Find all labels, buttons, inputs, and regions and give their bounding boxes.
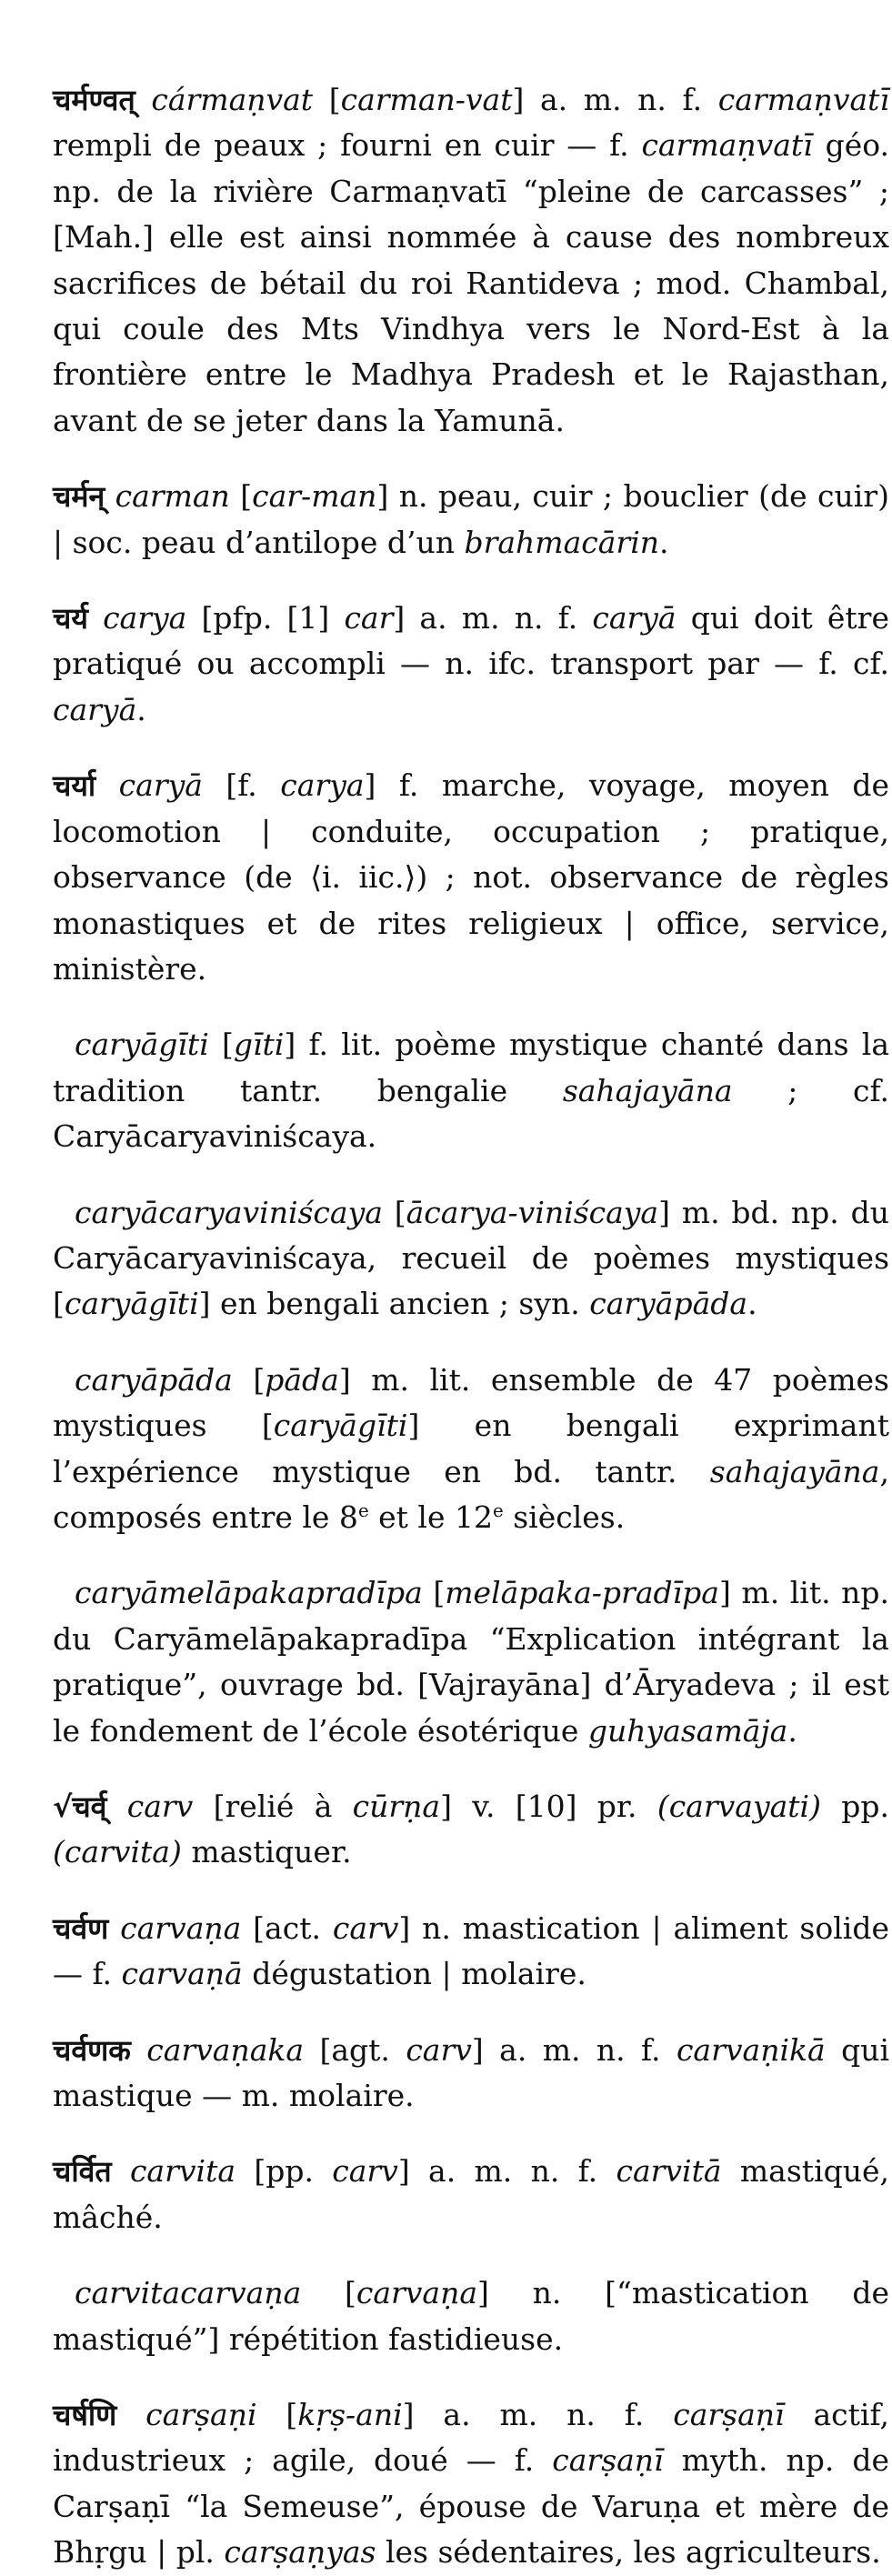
italic-term: caryāgīti bbox=[75, 1027, 209, 1063]
italic-term: carṣaṇi bbox=[145, 2397, 257, 2433]
headword-devanagari: चर्वण bbox=[53, 1910, 109, 1946]
italic-term: carya bbox=[103, 600, 187, 636]
dictionary-entry bbox=[53, 2392, 889, 2576]
headword-devanagari: चर्षणि bbox=[53, 2398, 117, 2433]
entry-text bbox=[135, 82, 152, 117]
dictionary-entry bbox=[53, 77, 889, 444]
italic-term: carvaṇā bbox=[121, 1956, 243, 1992]
italic-term: caryāmelāpakapradīpa bbox=[75, 1575, 423, 1611]
headword-devanagari: चर्य bbox=[53, 601, 88, 636]
entry-text: [agt. bbox=[304, 2031, 406, 2068]
entry-text: [ bbox=[208, 1027, 234, 1063]
entry-text: [ bbox=[422, 1575, 446, 1611]
italic-term: (carvita) bbox=[53, 1834, 182, 1870]
entry-text: ] m. lit. np. du Caryāmelāpakapradīpa “Explication intégrant la pratique”, ouvrage bd. [Vajrayāna] d’Āryadeva ; il est le fondement de l’école ésotérique bbox=[53, 1575, 889, 1749]
entry-text: ] f. lit. poème mystique chanté dans la tradition tantr. bengalie bbox=[53, 1027, 889, 1108]
italic-term: carvaṇaka bbox=[146, 2031, 305, 2068]
italic-term: carv bbox=[406, 2031, 472, 2068]
entry-list bbox=[0, 77, 892, 2576]
entry-text: [pp. bbox=[236, 2153, 333, 2190]
entry-text: mastiquer. bbox=[181, 1834, 352, 1870]
dictionary-entry bbox=[53, 763, 889, 992]
entry-text: , composés entre le 8 bbox=[53, 1453, 889, 1535]
entry-text: [ bbox=[232, 1361, 266, 1398]
sub-entry bbox=[53, 1190, 889, 1328]
italic-term: carv bbox=[332, 1909, 399, 1946]
entry-text: [ bbox=[313, 82, 341, 117]
sub-entry bbox=[53, 2270, 889, 2362]
italic-term: carvaṇikā bbox=[676, 2031, 826, 2068]
italic-term: car-man bbox=[252, 478, 377, 515]
entry-text: qui mastique — m. molaire. bbox=[53, 2031, 890, 2114]
entry-text: siècles. bbox=[503, 1498, 626, 1535]
entry-text bbox=[88, 600, 103, 636]
superscript: e bbox=[357, 1499, 369, 1521]
entry-text: qui doit être pratiqué ou accompli — n. ifc. transport par — f. cf. bbox=[53, 600, 889, 682]
italic-term: caryāpāda bbox=[75, 1361, 233, 1398]
entry-text: . bbox=[136, 691, 146, 727]
italic-term: carṣaṇī bbox=[673, 2397, 785, 2433]
dictionary-entry bbox=[53, 1784, 889, 1876]
italic-term: caryāpāda bbox=[589, 1286, 748, 1322]
italic-term: pāda bbox=[265, 1361, 339, 1398]
entry-text bbox=[95, 767, 118, 803]
entry-text bbox=[105, 478, 115, 514]
dictionary-entry bbox=[53, 596, 889, 733]
entry-text: rempli de peaux ; fourni en cuir — f. bbox=[53, 127, 642, 164]
entry-text: [ bbox=[229, 478, 253, 515]
entry-text bbox=[112, 2153, 130, 2189]
entry-text: ] n. [“mastication de mastiqué”] répétition fastidieuse. bbox=[53, 2275, 889, 2357]
entry-text: [ bbox=[301, 2275, 356, 2311]
entry-text: pp. bbox=[820, 1789, 889, 1824]
entry-text: ] en bengali ancien ; syn. bbox=[198, 1286, 590, 1322]
italic-term: carvitacarvaṇa bbox=[75, 2275, 302, 2311]
entry-text: ] a. m. n. f. bbox=[397, 2153, 616, 2190]
entry-text: [ bbox=[256, 2397, 298, 2433]
italic-term: car bbox=[344, 600, 394, 636]
dictionary-entry bbox=[53, 2028, 889, 2120]
entry-text: ] m. bd. np. du Caryācaryaviniścaya, recueil de poèmes mystiques [ bbox=[53, 1194, 889, 1322]
entry-text: ] n. mastication | aliment solide — f. bbox=[53, 1909, 889, 1992]
italic-term: brahmacārin bbox=[464, 524, 660, 560]
dictionary-entry bbox=[53, 2149, 889, 2240]
dictionary-entry bbox=[53, 1906, 889, 1998]
italic-term: caryācaryaviniścaya bbox=[75, 1194, 383, 1230]
entry-text: géo. np. de la rivière Carmaṇvatī “pleine de carcasses” ; [Mah.] elle est ainsi nommée à cause des nombreux sacrifices de bétail du roi Rantideva ; mod. Chambal, qui coule des Mts Vindhya vers le Nord-Est à la frontière entre le Madhya Pradesh et le Rajasthan, avant de se jeter dans la Yamunā. bbox=[53, 127, 889, 438]
italic-term: carṣaṇyas bbox=[224, 2534, 376, 2571]
italic-term: cūrṇa bbox=[352, 1789, 441, 1824]
entry-text: ; cf. Caryācaryaviniścaya. bbox=[53, 1072, 890, 1155]
entry-text: [ bbox=[382, 1194, 406, 1230]
entry-text: [act. bbox=[241, 1909, 333, 1946]
entry-text: ] m. lit. ensemble de 47 poèmes mystiques [ bbox=[53, 1361, 889, 1444]
entry-text bbox=[106, 1789, 126, 1824]
entry-text: et le 12 bbox=[368, 1498, 493, 1535]
headword-devanagari: चर्मन् bbox=[53, 479, 105, 515]
entry-text: [f. bbox=[202, 767, 281, 804]
entry-text: ] a. m. n. f. bbox=[512, 82, 718, 117]
entry-text: mastiqué, mâché. bbox=[53, 2153, 889, 2235]
italic-term: sahajayāna bbox=[709, 1453, 880, 1489]
entry-text: ] a. m. n. f. bbox=[471, 2031, 677, 2068]
italic-term: cármaṇvat bbox=[151, 82, 314, 117]
entry-text: . bbox=[787, 1712, 797, 1749]
dictionary-entry bbox=[53, 474, 889, 566]
entry-text: ] a. m. n. f. bbox=[393, 600, 593, 636]
italic-term: carvita bbox=[129, 2153, 236, 2190]
headword-devanagari: चर्मण्वत् bbox=[53, 83, 135, 117]
italic-term: caryāgīti bbox=[273, 1408, 408, 1444]
italic-term: gīti bbox=[233, 1027, 285, 1063]
italic-term: caryā bbox=[118, 767, 203, 804]
italic-term: caryāgīti bbox=[64, 1286, 199, 1322]
entry-text: ] a. m. n. f. bbox=[402, 2397, 674, 2433]
entry-text: [relié à bbox=[193, 1789, 353, 1824]
italic-term: carmaṇvatī bbox=[717, 82, 890, 117]
italic-term: melāpaka-pradīpa bbox=[445, 1575, 719, 1611]
sub-entry bbox=[53, 1358, 889, 1541]
entry-text: [pfp. [1] bbox=[186, 600, 345, 636]
italic-term: carvaṇa bbox=[356, 2275, 478, 2311]
superscript: e bbox=[493, 1499, 504, 1521]
entry-text: ] f. marche, voyage, moyen de locomotion | conduite, occupation ; pratique, observance (de ⟨i. iic.⟩) ; not. observance de règles monastiques et de rites religieux | office, service, ministère. bbox=[53, 767, 889, 987]
entry-text: . bbox=[747, 1286, 757, 1322]
italic-term: ācarya-viniścaya bbox=[406, 1194, 659, 1230]
italic-term: kṛṣ-ani bbox=[297, 2397, 403, 2433]
entry-text: . bbox=[659, 524, 669, 560]
entry-text: myth. np. de Carṣaṇī “la Semeuse”, épouse de Varuṇa et mère de Bhṛgu | pl. bbox=[53, 2442, 889, 2571]
italic-term: guhyasamāja bbox=[587, 1712, 788, 1749]
italic-term: carman bbox=[115, 478, 230, 515]
headword-devanagari: चर्वित bbox=[53, 2154, 112, 2190]
entry-text: ] v. [10] pr. bbox=[440, 1789, 657, 1824]
entry-text: actif, industrieux ; agile, doué — f. bbox=[53, 2397, 889, 2479]
italic-term: carvitā bbox=[616, 2153, 722, 2190]
italic-term: carṣaṇī bbox=[552, 2442, 664, 2479]
italic-term: carv bbox=[126, 1789, 194, 1824]
entry-text bbox=[116, 2397, 145, 2432]
headword-devanagari: √चर्व् bbox=[53, 1789, 107, 1824]
italic-term: caryā bbox=[53, 691, 137, 727]
italic-term: carya bbox=[280, 767, 365, 804]
entry-text bbox=[108, 1910, 120, 1946]
entry-text bbox=[131, 2032, 146, 2068]
italic-term: sahajayāna bbox=[562, 1072, 733, 1108]
italic-term: carvaṇa bbox=[120, 1909, 242, 1946]
entry-text: dégustation | molaire. bbox=[242, 1956, 586, 1992]
entry-text: les sédentaires, les agriculteurs. bbox=[376, 2534, 881, 2571]
sub-entry bbox=[53, 1022, 889, 1159]
italic-term: carv bbox=[332, 2153, 398, 2190]
entry-text: ] n. peau, cuir ; bouclier (de cuir) | soc. peau d’antilope d’un bbox=[53, 478, 889, 560]
sub-entry bbox=[53, 1570, 889, 1754]
entry-text: ] en bengali exprimant l’expérience mystique en bd. tantr. bbox=[53, 1408, 889, 1489]
italic-term: carman-vat bbox=[340, 82, 513, 117]
italic-term: caryā bbox=[592, 600, 677, 636]
headword-devanagari: चर्या bbox=[53, 768, 96, 804]
italic-term: carmaṇvatī bbox=[641, 127, 813, 164]
italic-term: (carvayati) bbox=[656, 1789, 821, 1824]
headword-devanagari: चर्वणक bbox=[53, 2032, 131, 2068]
